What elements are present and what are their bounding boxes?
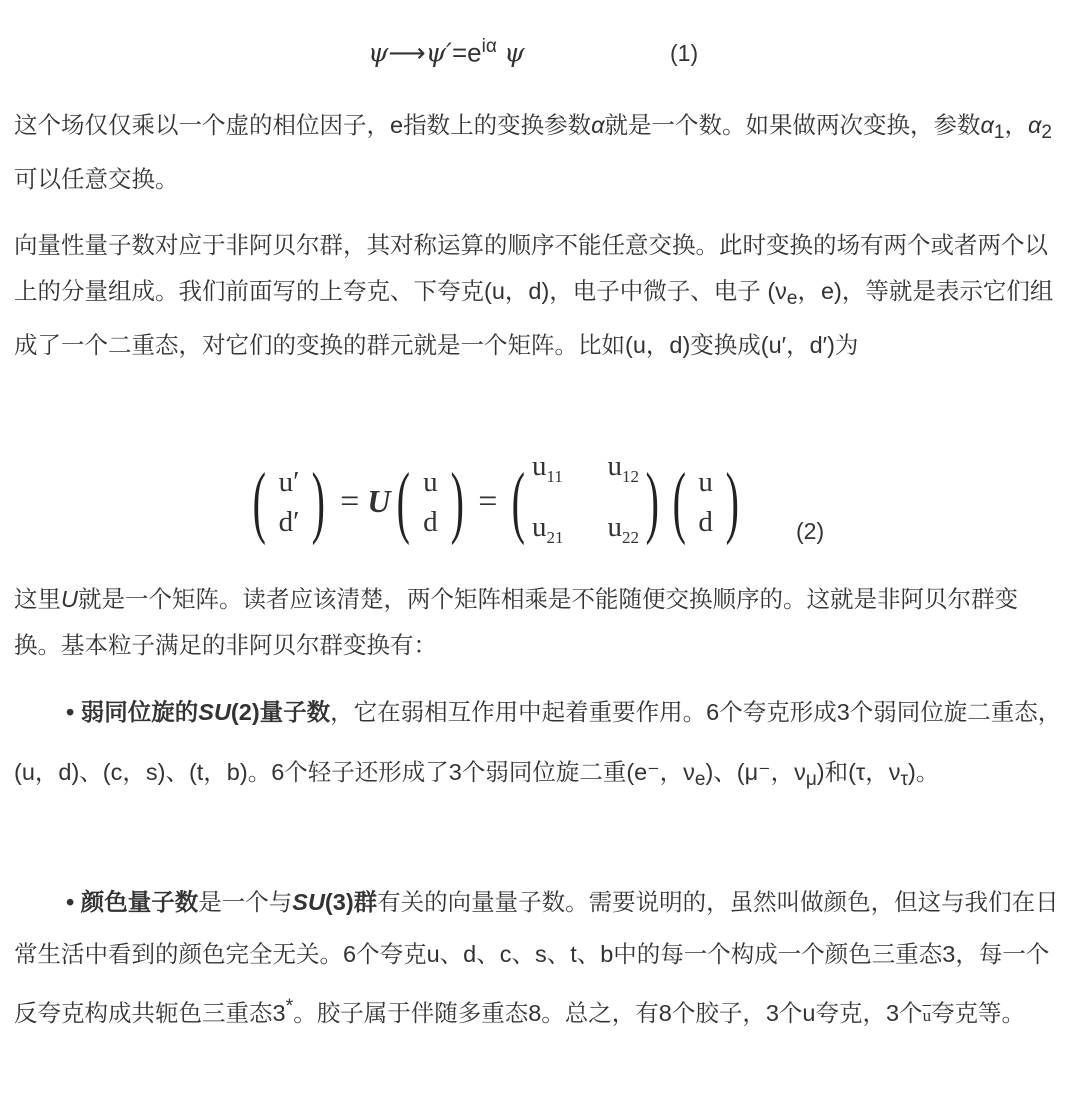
alpha: α [1027,112,1042,138]
u12 [608,446,640,497]
paren-right: ) [450,457,464,546]
bullet-weak-isospin [14,682,1064,810]
text: 有关的向量量子数。需要说明的，虽然叫做颜色，但这与我们在日常生活中看到的颜色完全无关。6个夸克u、d、c、s、t、b中的每一个构成一个颜色三重态3，每一个反夸克构成共轭色三重态3 [14,889,1059,1026]
index: 12 [622,466,640,486]
e: e [467,37,482,68]
paragraph-2 [14,222,1064,368]
su: SU [292,889,325,915]
alpha: α [591,112,605,138]
vector-primed [273,462,306,542]
arrow: ⟶ [388,37,426,68]
text: 这里 [14,586,61,612]
text: 向量性量子数对应于非阿贝尔群，其对称运算的顺序不能任意交换。此时变换的场有两个或者两个以上的分量组成。我们前面写的上夸克、下夸克(u，d)，电子中微子、电子 (ν [14,232,1048,304]
bullet-icon: • [66,889,75,915]
bold-text: (2)量子数 [230,699,331,725]
u: u [423,465,438,498]
subscript: e [786,288,798,309]
matrix-U: U [61,586,78,612]
exponent: iα [481,36,497,57]
text: )和(τ，ν [816,759,901,785]
paren-left: ( [397,457,411,546]
text: )、(μ⁻，ν [705,759,806,785]
text: ， [1004,112,1028,138]
text: 就是一个矩阵。读者应该清楚，两个矩阵相乘是不能随便交换顺序的。这就是非阿贝尔群变换。基本粒子满足的非阿贝尔群变换有： [14,586,1018,658]
paren-right: ) [645,457,660,546]
text: 可以任意交换。 [14,166,179,192]
u: u [607,450,623,482]
index: 22 [622,527,640,547]
text: 就是一个数。如果做两次变换，参数 [604,112,981,138]
paren-right: ) [725,457,739,546]
d: d [698,505,713,538]
equation-number-1: (1) [670,40,699,66]
text: 夸克等。 [931,999,1026,1026]
text: 。胶子属于伴随多重态8。总之，有8个胶子，3个u夸克，3个 [293,999,923,1026]
text: ，它在弱相互作用中起着重要作用。6个夸克形成3个弱同位旋二重态，(u，d)、(c，s)、(t，b)。6个轻子还形成了3个弱同位旋二重(e⁻，ν [14,699,1062,785]
equation-1 [368,36,524,69]
equation-number-2: (2) [796,518,825,544]
bold-text: 颜色量子数 [80,889,199,915]
paragraph-3 [14,576,1064,668]
paren-left: ( [672,457,686,546]
u: u [532,510,547,543]
paren-right: ) [312,457,326,546]
equals: = [340,482,360,520]
bold-text: 弱同位旋的 [80,699,199,725]
psi: ψ [504,38,525,69]
text: )。 [907,759,940,785]
subscript: τ [900,769,908,790]
subscript: 1 [993,122,1005,143]
u-prime: u′ [278,465,300,498]
u21 [532,507,564,558]
bold-text: (3)群 [324,889,378,915]
paragraph-1 [14,102,1064,202]
bullet-icon: • [66,699,75,725]
alpha: α [980,112,994,138]
index: 21 [546,527,564,547]
equals: = [478,482,498,520]
matrix-U: U [367,483,391,520]
d-prime: d′ [278,505,300,538]
u-bar: $\overline{u}$ [922,1005,932,1025]
text: ，e)，等就是表示它们组成了一个二重态，对它们的变换的群元就是一个矩阵。比如(u，d)变换成(u′，d′)为 [14,278,1054,358]
index: 11 [546,466,563,486]
psi: ψ [368,38,389,69]
u11 [532,446,564,497]
matrix [532,446,639,558]
su: SU [198,699,231,725]
u: u [698,465,713,498]
equals: = [451,37,468,68]
star: * [285,995,294,1017]
subscript: μ [805,769,817,790]
d: d [423,505,438,538]
bullet-color-charge [14,876,1064,1042]
equation-2 [246,446,745,558]
paren-left: ( [252,457,266,546]
u22 [608,507,640,558]
paren-left: ( [512,457,526,546]
vector [417,462,444,542]
subscript: e [694,769,706,790]
vector [692,462,719,542]
subscript: 2 [1041,122,1052,143]
text: 这个场仅仅乘以一个虚的相位因子，e指数上的变换参数 [14,112,592,138]
u: u [607,510,623,543]
psi-prime: ψ′ [425,38,452,69]
text: 是一个与 [198,889,293,915]
u: u [532,450,547,482]
